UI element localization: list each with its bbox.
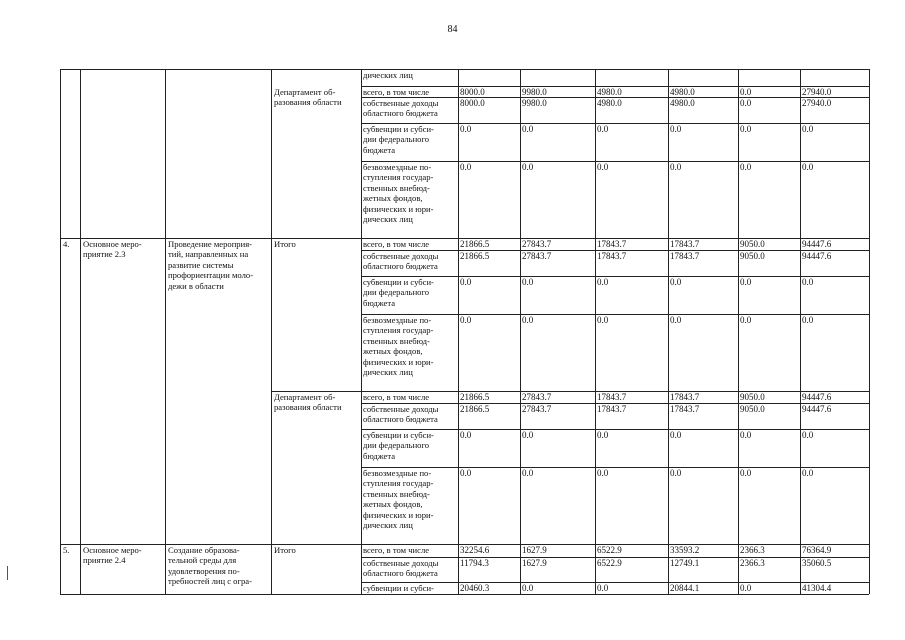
row-value: 0.0 <box>460 468 472 478</box>
row-value: 21866.5 <box>460 239 490 249</box>
row-label: собственные доходы <box>363 251 439 261</box>
row-value: 27940.0 <box>802 87 832 97</box>
row-label: дии федерального <box>363 134 430 145</box>
row-value: 21866.5 <box>460 251 490 261</box>
row-value: 20460.3 <box>460 583 490 593</box>
row-label: собственные доходы <box>363 404 439 414</box>
row-label: ственных внебюд- <box>363 182 430 193</box>
row-value: 94447.6 <box>802 404 832 414</box>
row-value: 0.0 <box>597 583 609 593</box>
row-label: всего, в том числе <box>363 239 430 249</box>
row-label: ственных внебюд- <box>363 488 430 499</box>
row-value: 9980.0 <box>522 98 547 108</box>
source-label: Департамент об- <box>274 87 336 97</box>
row-label: областного бюджета <box>363 261 438 272</box>
row-value: 0.0 <box>740 430 752 440</box>
row-value: 0.0 <box>740 468 752 478</box>
row-value: 0.0 <box>597 468 609 478</box>
row-label: ственных внебюд- <box>363 335 430 346</box>
row-value: 27843.7 <box>522 251 552 261</box>
row-value: 2366.3 <box>740 545 765 555</box>
item-description: профориентации моло- <box>168 270 254 281</box>
row-value: 0.0 <box>460 277 472 287</box>
item-name: Основное меро- <box>83 545 142 555</box>
row-value: 8000.0 <box>460 87 485 97</box>
item-description: удовлетворения по- <box>168 565 240 576</box>
source-label: разования области <box>274 97 342 108</box>
row-value: 0.0 <box>670 315 682 325</box>
row-value: 94447.6 <box>802 239 832 249</box>
row-label: ступления государ- <box>363 478 434 489</box>
row-value: 9050.0 <box>740 251 765 261</box>
page-number: 84 <box>447 24 458 35</box>
row-value: 35060.5 <box>802 558 832 568</box>
table-left-border <box>60 69 61 594</box>
row-value: 0.0 <box>522 315 534 325</box>
row-value: 0.0 <box>597 430 609 440</box>
row-value: 27843.7 <box>522 239 552 249</box>
row-label: всего, в том числе <box>363 392 430 402</box>
row-value: 20844.1 <box>670 583 700 593</box>
row-value: 4980.0 <box>597 87 622 97</box>
row-value: 0.0 <box>460 124 472 134</box>
row-value: 2366.3 <box>740 558 765 568</box>
row-value: 17843.7 <box>670 239 700 249</box>
row-value: 17843.7 <box>597 251 627 261</box>
column-divider <box>271 69 272 594</box>
column-divider <box>800 69 801 594</box>
row-value: 17843.7 <box>670 392 700 402</box>
row-label: бюджета <box>363 144 396 155</box>
row-value: 33593.2 <box>670 545 700 555</box>
item-number: 5. <box>63 545 70 555</box>
row-label: физических и юри- <box>363 509 434 520</box>
row-label: жетных фондов, <box>363 346 423 357</box>
row-value: 1627.9 <box>522 558 547 568</box>
row-value: 9980.0 <box>522 87 547 97</box>
row-value: 9050.0 <box>740 392 765 402</box>
column-divider <box>458 69 459 594</box>
column-divider <box>165 69 166 594</box>
row-value: 41304.4 <box>802 583 832 593</box>
row-value: 0.0 <box>460 430 472 440</box>
item-name: приятие 2.3 <box>83 249 126 260</box>
item-name: приятие 2.4 <box>83 555 126 566</box>
row-value: 0.0 <box>802 430 814 440</box>
row-value: 0.0 <box>522 124 534 134</box>
row-value: 0.0 <box>460 162 472 172</box>
row-value: 27940.0 <box>802 98 832 108</box>
column-divider <box>80 69 81 594</box>
item-name: Основное меро- <box>83 239 142 249</box>
row-label: областного бюджета <box>363 414 438 425</box>
row-label: безвозмездные по- <box>363 468 432 478</box>
row-label: физических и юри- <box>363 356 434 367</box>
row-value: 0.0 <box>597 315 609 325</box>
row-value: 0.0 <box>740 87 752 97</box>
row-value: 0.0 <box>802 468 814 478</box>
item-description: требностей лиц с огра- <box>168 576 252 587</box>
row-label: физических и юри- <box>363 203 434 214</box>
row-value: 0.0 <box>522 468 534 478</box>
row-label: дии федерального <box>363 440 430 451</box>
row-label: безвозмездные по- <box>363 315 432 325</box>
row-value: 0.0 <box>740 315 752 325</box>
source-label: Департамент об- <box>274 392 336 402</box>
row-value: 17843.7 <box>670 404 700 414</box>
row-label: ступления государ- <box>363 172 434 183</box>
row-label: субвенции и субси- <box>363 430 434 440</box>
item-description: дежи в области <box>168 280 224 291</box>
row-value: 0.0 <box>597 277 609 287</box>
item-description: тельной среды для <box>168 555 237 566</box>
row-value: 9050.0 <box>740 239 765 249</box>
row-value: 0.0 <box>740 98 752 108</box>
row-value: 0.0 <box>597 162 609 172</box>
row-value: 1627.9 <box>522 545 547 555</box>
row-value: 0.0 <box>522 162 534 172</box>
row-value: 0.0 <box>670 468 682 478</box>
row-value: 21866.5 <box>460 404 490 414</box>
row-value: 0.0 <box>740 162 752 172</box>
row-label: дических лиц <box>363 70 413 80</box>
row-label: субвенции и субси- <box>363 277 434 287</box>
source-label: Итого <box>274 545 296 555</box>
source-label: Итого <box>274 239 296 249</box>
column-divider <box>361 69 362 594</box>
row-value: 9050.0 <box>740 404 765 414</box>
row-value: 0.0 <box>740 583 752 593</box>
item-description: Создание образова- <box>168 545 240 555</box>
row-label: ступления государ- <box>363 325 434 336</box>
row-label: всего, в том числе <box>363 545 430 555</box>
row-value: 0.0 <box>740 277 752 287</box>
table-right-border <box>869 69 870 594</box>
item-description: развитие системы <box>168 259 234 270</box>
row-value: 8000.0 <box>460 98 485 108</box>
row-value: 4980.0 <box>670 98 695 108</box>
row-value: 0.0 <box>597 124 609 134</box>
item-number: 4. <box>63 239 70 249</box>
row-label: дических лиц <box>363 367 413 377</box>
row-value: 4980.0 <box>670 87 695 97</box>
row-label: всего, в том числе <box>363 87 430 97</box>
row-label: субвенции и субси- <box>363 583 434 593</box>
row-label: дических лиц <box>363 520 413 530</box>
source-label: разования области <box>274 402 342 413</box>
row-label: дии федерального <box>363 287 430 298</box>
row-value: 27843.7 <box>522 404 552 414</box>
row-value: 11794.3 <box>460 558 489 568</box>
row-value: 0.0 <box>802 277 814 287</box>
column-divider <box>738 69 739 594</box>
row-label: областного бюджета <box>363 568 438 579</box>
row-value: 0.0 <box>522 430 534 440</box>
column-divider <box>520 69 521 594</box>
row-value: 0.0 <box>670 162 682 172</box>
row-label: жетных фондов, <box>363 193 423 204</box>
row-value: 0.0 <box>740 124 752 134</box>
row-label: областного бюджета <box>363 108 438 119</box>
item-description: тий, направленных на <box>168 249 249 260</box>
row-label: дических лиц <box>363 214 413 224</box>
table-bottom-border <box>60 594 869 595</box>
row-value: 17843.7 <box>597 404 627 414</box>
row-value: 0.0 <box>460 315 472 325</box>
item-description: Проведение мероприя- <box>168 239 253 249</box>
table-top-border <box>60 69 869 70</box>
row-value: 0.0 <box>670 124 682 134</box>
row-label: бюджета <box>363 297 396 308</box>
row-value: 94447.6 <box>802 392 832 402</box>
row-value: 0.0 <box>802 162 814 172</box>
row-value: 76364.9 <box>802 545 832 555</box>
row-value: 6522.9 <box>597 545 622 555</box>
row-value: 27843.7 <box>522 392 552 402</box>
row-value: 0.0 <box>670 430 682 440</box>
row-label: субвенции и субси- <box>363 124 434 134</box>
row-label: жетных фондов, <box>363 499 423 510</box>
column-divider <box>595 69 596 594</box>
row-value: 0.0 <box>802 315 814 325</box>
row-value: 4980.0 <box>597 98 622 108</box>
row-value: 0.0 <box>522 583 534 593</box>
row-label: безвозмездные по- <box>363 162 432 172</box>
row-value: 12749.1 <box>670 558 700 568</box>
row-value: 32254.6 <box>460 545 490 555</box>
row-label: собственные доходы <box>363 558 439 568</box>
row-value: 94447.6 <box>802 251 832 261</box>
row-value: 17843.7 <box>670 251 700 261</box>
column-divider <box>668 69 669 594</box>
row-value: 6522.9 <box>597 558 622 568</box>
left-margin-mark <box>7 566 8 580</box>
row-label: собственные доходы <box>363 98 439 108</box>
row-value: 0.0 <box>522 277 534 287</box>
row-value: 0.0 <box>670 277 682 287</box>
row-value: 0.0 <box>802 124 814 134</box>
row-value: 21866.5 <box>460 392 490 402</box>
row-value: 17843.7 <box>597 239 627 249</box>
row-value: 17843.7 <box>597 392 627 402</box>
row-label: бюджета <box>363 450 396 461</box>
